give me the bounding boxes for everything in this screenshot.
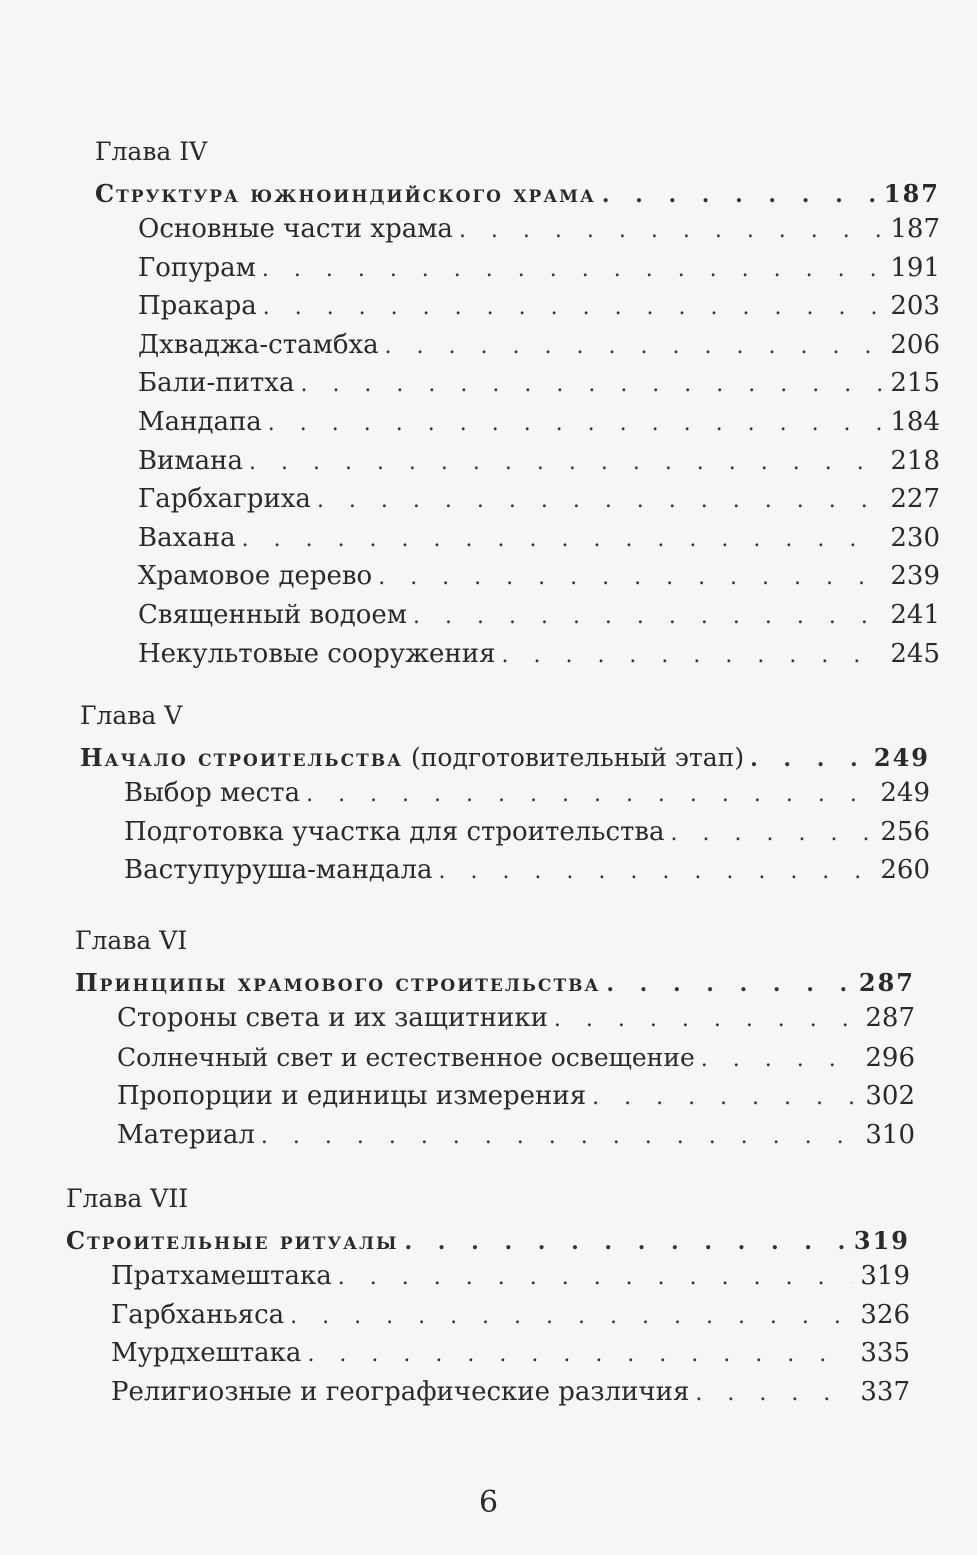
entry-list bbox=[75, 1000, 915, 1155]
chapter-4 bbox=[95, 136, 940, 674]
entry-title: Пропорции и единицы измерения bbox=[117, 1081, 587, 1112]
chapter-5 bbox=[80, 700, 930, 891]
page-ref: 256 bbox=[880, 816, 930, 847]
entry-title: Священный водоем bbox=[138, 599, 408, 630]
entry-title: Некультовые сооружения bbox=[138, 638, 496, 669]
toc-entry[interactable] bbox=[138, 250, 940, 289]
chapter-title[interactable] bbox=[75, 967, 915, 1000]
leader-dots bbox=[671, 815, 872, 853]
entry-list bbox=[95, 211, 940, 674]
entry-title: Ваступуруша-мандала bbox=[124, 855, 433, 886]
page-ref: 191 bbox=[890, 252, 940, 283]
page-ref: 260 bbox=[880, 855, 930, 886]
leader-dots bbox=[338, 1259, 852, 1297]
entry-title: Пратхамештака bbox=[111, 1261, 332, 1291]
entry-title: Храмовое дерево bbox=[138, 561, 373, 592]
page-ref: 184 bbox=[890, 406, 940, 437]
entry-list bbox=[80, 775, 930, 891]
page-ref: 287 bbox=[865, 1003, 915, 1033]
toc-entry[interactable] bbox=[138, 558, 940, 597]
toc-entry[interactable] bbox=[138, 211, 940, 250]
toc-entry[interactable] bbox=[138, 597, 940, 636]
toc-entry[interactable] bbox=[124, 814, 930, 853]
chapter-6 bbox=[75, 925, 915, 1155]
page-ref: 337 bbox=[860, 1376, 910, 1407]
chapter-label: Глава VII bbox=[66, 1184, 189, 1213]
leader-dots bbox=[592, 1079, 857, 1117]
page-ref: 319 bbox=[860, 1261, 910, 1291]
chapter-label: Глава V bbox=[80, 701, 183, 730]
toc-entry[interactable] bbox=[138, 520, 940, 559]
page-ref: 310 bbox=[865, 1119, 915, 1150]
chapter-title[interactable] bbox=[66, 1225, 910, 1258]
entry-title: Мурдхештака bbox=[111, 1338, 302, 1369]
toc-entry[interactable] bbox=[117, 1000, 915, 1039]
leader-dots bbox=[378, 559, 882, 597]
entry-title: Выбор места bbox=[124, 778, 301, 808]
leader-dots bbox=[317, 482, 882, 520]
page-ref: 319 bbox=[853, 1226, 910, 1255]
leader-dots bbox=[404, 1226, 847, 1258]
toc-entry[interactable] bbox=[117, 1039, 915, 1079]
page-ref: 239 bbox=[890, 561, 940, 592]
toc-entry[interactable] bbox=[111, 1258, 910, 1297]
toc-entry[interactable] bbox=[111, 1374, 910, 1413]
toc-entry[interactable] bbox=[111, 1335, 910, 1374]
leader-dots bbox=[385, 328, 882, 366]
leader-dots bbox=[501, 637, 882, 675]
page-ref: 249 bbox=[880, 778, 930, 808]
entry-title: Подготовка участка для строительства bbox=[124, 816, 665, 847]
leader-dots bbox=[306, 776, 872, 814]
leader-dots bbox=[606, 968, 853, 1000]
leader-dots bbox=[300, 366, 882, 404]
entry-title: Гопурам bbox=[138, 252, 256, 283]
toc-entry[interactable] bbox=[138, 365, 940, 404]
toc-entry[interactable] bbox=[138, 481, 940, 520]
entry-title: Гарбханьяса bbox=[111, 1299, 285, 1330]
leader-dots bbox=[242, 521, 882, 559]
toc-entry[interactable] bbox=[117, 1078, 915, 1117]
page-ref: 249 bbox=[873, 743, 930, 772]
page-ref: 326 bbox=[860, 1299, 910, 1330]
chapter-title-text: Строительные ритуалы bbox=[66, 1226, 399, 1255]
entry-title: Религиозные и географические различия bbox=[111, 1376, 690, 1407]
page-ref: 287 bbox=[858, 968, 915, 997]
toc-entry[interactable] bbox=[138, 636, 940, 675]
leader-dots bbox=[413, 598, 882, 636]
page-ref: 215 bbox=[890, 368, 940, 399]
chapter-title[interactable] bbox=[95, 178, 940, 211]
entry-title: Вахана bbox=[138, 522, 236, 553]
page-ref: 245 bbox=[890, 638, 940, 669]
leader-dots bbox=[554, 1001, 857, 1039]
toc-entry[interactable] bbox=[117, 1117, 915, 1156]
toc-entry[interactable] bbox=[124, 775, 930, 814]
entry-title: Гарбхагриха bbox=[138, 484, 311, 515]
entry-list bbox=[66, 1258, 910, 1412]
leader-dots bbox=[249, 444, 882, 482]
entry-title: Пракара bbox=[138, 291, 257, 322]
leader-dots bbox=[262, 251, 882, 289]
leader-dots bbox=[750, 743, 868, 775]
entry-title: Солнечный свет и естественное освещение bbox=[117, 1042, 695, 1072]
page-ref: 227 bbox=[890, 484, 940, 515]
entry-title: Мандапа bbox=[138, 406, 262, 437]
page-ref: 187 bbox=[890, 214, 940, 244]
toc-entry[interactable] bbox=[138, 288, 940, 327]
page-ref: 241 bbox=[890, 599, 940, 630]
toc-entry[interactable] bbox=[138, 404, 940, 443]
page-ref: 203 bbox=[890, 291, 940, 322]
page-number: 6 bbox=[478, 1485, 499, 1520]
chapter-label: Глава IV bbox=[95, 137, 208, 166]
leader-dots bbox=[701, 1041, 857, 1079]
entry-title: Материал bbox=[117, 1119, 255, 1150]
leader-dots bbox=[261, 1118, 857, 1156]
leader-dots bbox=[602, 179, 878, 211]
toc-entry[interactable] bbox=[138, 327, 940, 366]
leader-dots bbox=[290, 1298, 852, 1336]
chapter-label: Глава VI bbox=[75, 926, 188, 955]
entry-title: Дхваджа-стамбха bbox=[138, 329, 379, 360]
leader-dots bbox=[268, 405, 882, 443]
leader-dots bbox=[695, 1375, 852, 1413]
page-ref: 335 bbox=[860, 1338, 910, 1369]
chapter-title-text: Начало строительства bbox=[80, 743, 403, 772]
leader-dots bbox=[263, 289, 882, 327]
entry-title: Вимана bbox=[138, 445, 243, 476]
entry-title: Стороны света и их защитники bbox=[117, 1003, 548, 1033]
entry-title: Основные части храма bbox=[138, 214, 453, 244]
leader-dots bbox=[438, 853, 872, 891]
page-ref: 187 bbox=[883, 179, 940, 208]
page-ref: 206 bbox=[890, 329, 940, 360]
toc-entry[interactable] bbox=[138, 443, 940, 482]
chapter-title-subtitle: (подготовительный этап) bbox=[411, 743, 745, 772]
chapter-title[interactable] bbox=[80, 742, 930, 775]
page-ref: 296 bbox=[865, 1042, 915, 1073]
chapter-title-text: Принципы храмового строительства bbox=[75, 968, 601, 997]
page-ref: 218 bbox=[890, 445, 940, 476]
leader-dots bbox=[459, 212, 882, 250]
chapter-title-text: Структура южноиндийского храма bbox=[95, 179, 596, 208]
toc-entry[interactable] bbox=[111, 1297, 910, 1336]
toc-entry[interactable] bbox=[124, 852, 930, 891]
page-ref: 302 bbox=[865, 1081, 915, 1112]
leader-dots bbox=[307, 1336, 852, 1374]
entry-title: Бали-питха bbox=[138, 368, 295, 399]
chapter-7 bbox=[66, 1183, 910, 1412]
page-ref: 230 bbox=[890, 522, 940, 553]
